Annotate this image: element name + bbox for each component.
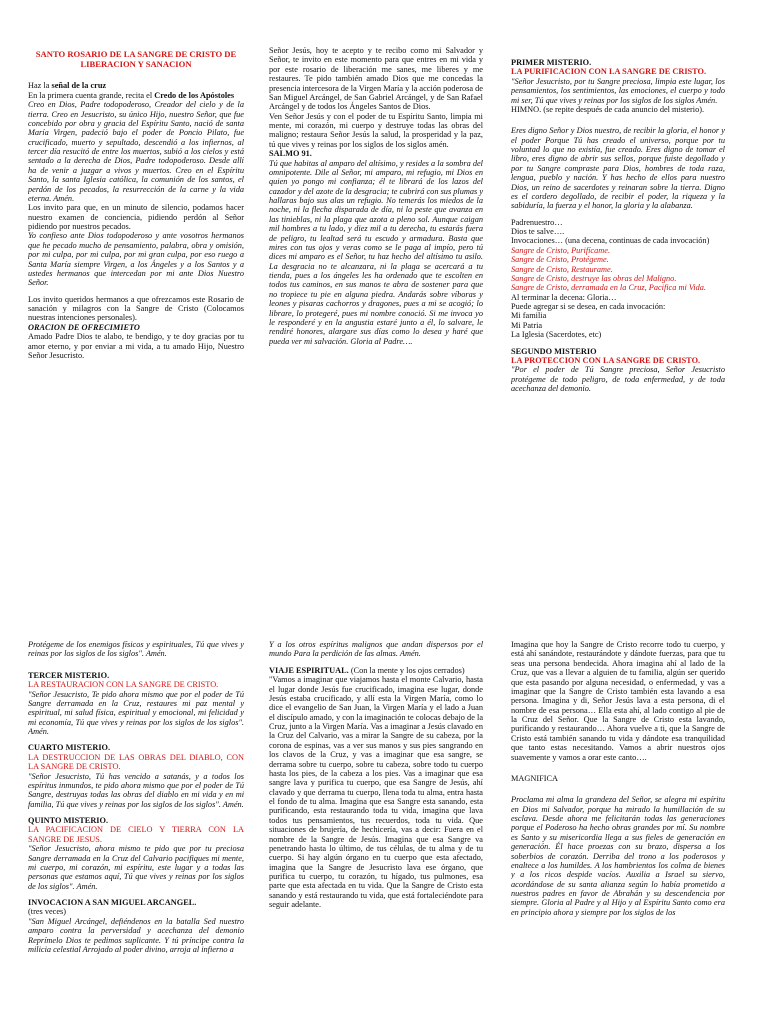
mystery2-heading: SEGUNDO MISTERIO <box>511 346 597 356</box>
invocacion-heading: INVOCACION A SAN MIGUEL ARCANGEL. <box>28 898 197 907</box>
mystery4-heading: CUARTO MISTERIO. <box>28 743 111 753</box>
mystery2-title: LA PROTECCION CON LA SANGRE DE CRISTO. <box>511 355 701 365</box>
prayer-para-1: Señor Jesús, hoy te acepto y te recibo como mi Salvador y Señor, te invito en este momento para que entres en mi vida y por este rosario de liberación me sanes, me liberes y me restaures. Te pido también amado Dios que me concedas la presencia intercesora de la Virgen María y la acción poderosa de San Miguel Arcángel, de San Gabriel Arcángel, y de San Rafael Arcángel y de todos los Ángeles Santos de Dios. <box>269 46 483 112</box>
magnifica-heading: MAGNIFICA <box>511 773 559 783</box>
magnifica-text: Proclama mi alma la grandeza del Señor, se alegra mi espíritu en Dios mi Salvador, porque ha mirado la humillación de su esclava. Desde ahora me felicitarán todas las generaciones porque el Poderoso ha hecho obras grandes por mí. Su nombre es Santo y su misericordia llega a sus fieles de generación en generación. Él hace proezas con su brazo, dispersa a los soberbios de corazón. Derriba del trono a los poderosos y enaltece a los humildes. A los hambrientos los colma de bienes y a los ricos despide vacíos. Auxilia a Israel su siervo, acordándose de su santa alianza según lo había prometido a nuestros padres en favor de Abrahán y su descendencia por siempre. Gloria al Padre y al Hijo y al Espíritu Santo como era en principio ahora y siempre por los siglos de los <box>511 795 725 917</box>
imagina-text: Imagina que hoy la Sangre de Cristo recorre todo tu cuerpo, y está ahí sanándote, restaurándote y dándote fuerzas, para que tu seas una persona bendecida. Ahora imagina ahí al lado de la Cruz, que vas a llevar a alguien de tu familia, algún ser querido que esta pasando por alguna necesidad, o enfermedad, y vas a imaginar que la Sangre de Cristo también esta lavando a esa persona. Imagina y di, Señor Jesús lava a esta persona, di el nombre de esa persona… Ella esta ahí, al lado contigo al pie de la Cruz del Señor. Que la Sangre de Cristo esta lavando, purificando y restaurando… Ahora vuelve a ti, que la Sangre de Cristo está también sanando tu vida y dándote esa tranquilidad que tanto estas necesitando. Vamos a abrir nuestros ojos suavemente y vamos a orar este canto…. <box>511 640 725 762</box>
invocacion-text: "San Miguel Arcángel, defiéndenos en la batalla Sed nuestro amparo contra la perversidad y acechanza del demonio Reprímelo Dios te pedimos suplicante. Y tú príncipe contra la milicia celestial Arrojado al poder divino, arroja al infierno a <box>28 916 244 954</box>
mystery3-title: LA RESTAURACION CON LA SANGRE DE CRISTO. <box>28 680 219 690</box>
mystery2-continuation: Protégeme de los enemigos físicos y espirituales, Tú que vives y reinas por los siglos de los siglos". Amén. <box>28 640 244 659</box>
mystery2-text: "Por el poder de Tú Sangre preciosa, Señor Jesucristo protégeme de todo peligro, de toda enfermedad, y de toda acechanza del demonio. <box>511 365 725 393</box>
mystery4-title: LA DESTRUCCION DE LAS OBRAS DEL DIABLO, CON LA SANGRE DE CRISTO. <box>28 752 244 772</box>
oracion-text: Amado Padre Dios te alabo, te bendigo, y te doy gracias por tu amor eterno, y por enviar a mi vida, a tu amado Hijo, Nuestro Señor Jesucristo. <box>28 332 244 360</box>
al-terminar: Al terminar la decena: Gloria… <box>511 292 617 302</box>
invocation-1: Sangre de Cristo, Purifícame. <box>511 245 611 255</box>
invocaciones: Invocaciones… (una decena, continuas de cada invocación) <box>511 236 710 246</box>
mystery1-title: LA PURIFICACION CON LA SANGRE DE CRISTO. <box>511 67 707 77</box>
viaje-text: "Vamos a imaginar que viajamos hasta el monte Calvario, hasta el lugar donde Jesús fue crucificado, imagina ese lugar, donde Jesús estaba crucificado, y allí esta la Virgen María, como lo dice el evangelio de San Juan, la Virgen María y el lado a Juan el discípulo amado, y con la imaginación te colocas debajo de la Cruz, junto a la Virgen María. Vas a imaginar a Jesús clavado en la Cruz del Calvario, vas a mirar la Sangre de su cabeza, por la corona de espinas, vas a ver sus manos y sus pies sangrando en los clavos de la Cruz, y vas a imaginar que esa sangre, se derrama sobre tu cuerpo, sobre tu cabeza, sobre todo tu cuerpo hasta los pies, de la cabeza a los pies. Vas a imaginar que esa sangre lava y purifica tu cuerpo, que esa Sangre de Jesús, ahí clavado y que derrama tu cuerpo, llena toda tu alma, entra hasta el fondo de tu alma. Imagina que esa Sangre esta sanando, esta purificando, esta restaurando toda tu vida, imagina que lava todos tus pensamientos, tus recuerdos, toda tu vida. Que situaciones de brujería, de hechicería, vas a decir: Fuera en el nombre de la Sangre de Jesús. Imagina que esa Sangre va penetrando hasta lo último, de tus células, de tu alma y de tu cuerpo. Si hay algún órgano en tu cuerpo que esta afectado, imagina que la Sangre de Jesucristo lava ese órgano, que purifica tu cuerpo, tu corazón, tu hígado, tus pulmones, esa parte que esta afectada en tu vida. Que la Sangre de Cristo esta sanando y está restaurando tu vida, que está fortaleciéndote para seguir adelante. <box>269 675 483 910</box>
dios-te-salve: Dios te salve…. <box>511 227 565 236</box>
invite2-text: Los invito queridos hermanos a que ofrezcamos este Rosario de sanación y milagros con la Sangre de Cristo (Colocamos nuestras intenciones personales). <box>28 294 244 323</box>
mystery4-text: "Señor Jesucristo, Tú has vencido a satanás, y a todos los espíritus inmundos, te pido ahora mismo que por el poder de Tú Sangre, destruyas todas las obras del diablo en mi vida y en mi familia, Tú que vives y reinas por los siglos de los siglos". Amén. <box>28 771 244 809</box>
extra-3: La Iglesia (Sacerdotes, etc) <box>511 330 602 340</box>
tres-veces: (tres veces) <box>28 907 67 917</box>
page1-column2 <box>269 46 483 516</box>
page2-column1 <box>28 640 244 1024</box>
extra-2: Mi Patria <box>511 320 543 330</box>
oracion-heading: ORACION DE OFRECIMIETO <box>28 322 140 332</box>
credo-text: Creo en Dios, Padre todopoderoso, Creador del cielo y de la tierra. Creo en Jesucristo, su único Hijo, nuestro Señor, que fue concebido por obra y gracia del Espíritu Santo, nació de santa María Virgen, padeció bajo el poder de Poncio Pilato, fue crucificado, muerto y sepultado, descendió a los infiernos, al tercer día resucitó de entre los muertos, subió a los cielos y está sentado a la derecha de Dios, Padre todopoderoso. Desde allí ha de venir a juzgar a vivos y muertos. Creo en el Espíritu Santo, la santa Iglesia católica, la comunión de los santos, el perdón de los pecados, la resurrección de la carne y la vida eterna. Amén. <box>28 100 244 203</box>
invocation-3: Sangre de Cristo, Restaurame. <box>511 264 613 274</box>
mystery3-text: "Señor Jesucristo, Te pido ahora mismo que por el poder de Tú Sangre derramada en la Cruz, restaures mi paz mental y espiritual, mi salud física, espiritual y emocional, mi felicidad y mi economía, Tú que vives y reinas por los siglos de los siglos". Amén. <box>28 689 244 736</box>
invocacion-continuation: Y a los otros espíritus malignos que andan dispersos por el mundo Para la perdición de las almas. Amén. <box>269 640 483 659</box>
mystery5-title: LA PACIFICACION DE CIELO Y TIERRA CON LA SANGRE DE JESUS. <box>28 825 244 844</box>
intro-line-1: Haz la señal de la cruz <box>28 81 107 91</box>
prayer-para-2: Ven Señor Jesús y con el poder de tu Espíritu Santo, limpia mi mente, mi corazón, mi cuerpo y destruye todas las obras del maligno; restaura Señor Jesús la salud, la prosperidad y la paz, tú que vives y reinas por los siglos de los siglos amén. <box>269 111 483 149</box>
rosary-title: SANTO ROSARIO DE LA SANGRE DE CRISTO DE LIBERACION Y SANACION <box>35 50 237 69</box>
himno-note: HIMNO. (se repite después de cada anuncio del misterio). <box>511 104 705 114</box>
page2-column3 <box>511 640 725 1024</box>
page1-column1 <box>28 50 244 515</box>
mystery5-text: "Señor Jesucristo, ahora mismo te pido que por tu preciosa Sangre derramada en la Cruz del Calvario pacifiques mi mente, mi cuerpo, mi corazón, mi espíritu, este lugar y a todas las personas que estamos aquí, Tú que vives y reinas por los siglos de los siglos". Amén. <box>28 844 244 891</box>
mystery1-heading: PRIMER MISTERIO. <box>511 58 592 67</box>
invocation-5: Sangre de Cristo, derramada en la Cruz, Pacifica mi Vida. <box>511 283 706 293</box>
mystery1-text: "Señor Jesucristo, por tu Sangre preciosa, limpia este lugar, los pensamientos, los sentimientos, las emociones, el cuerpo y todo mi ser, Tú que vives y reinas por los siglos de los siglos Amén. <box>511 76 725 105</box>
padrenuestro: Padrenuestro… <box>511 217 563 227</box>
mystery3-heading: TERCER MISTERIO. <box>28 670 110 680</box>
himno-text: Eres digno Señor y Dios nuestro, de recibir la gloria, el honor y el poder Porque Tú has creado el universo, porque por tu voluntad lo que no existía, fue creado. Eres digno de tomar el libro, eres digno de abrir sus sellos, porque fuiste degollado y por tu Sangre compraste para Dios, hombres de toda raza, lengua, pueblo y nación. Y has hecho de ellos para nuestro Dios, un reino de sacerdotes y reinaran sobre la tierra. Digno es el cordero degollado, de recibir el poder, la riqueza y la sabiduría, la fuerza y el honor, la gloria y la alabanza. <box>511 126 725 211</box>
salmo-text: Tú que habitas al amparo del altísimo, y resides a la sombra del omnipotente. Dile al Señor, mi amparo, mi refugio, mi Dios en quien yo pongo mi confianza; él te librará de los lazos del cazador y del azote de la desgracia; te cubrirá con sus plumas y hallaras bajo sus alas un refugio. No temerás los miedos de la noche, ni la flecha disparada de día, ni la peste que avanza en las tinieblas, ni la plaga que azota a pleno sol. Aunque caigan mil hombres a tu lado, y diez mil a tu derecha, tu estarás fuera de peligro, tu lealtad será tu escudo y armadura. Basta que mires con tus ojos y veras como se le paga al impío, pero tú dices mi amparo es el Señor, tu haz hecho del altísimo tu asilo. La desgracia no te alcanzara, ni la plaga se acercará a tu tienda, pues a los ángeles les ha ordenado que te escolten en todos tus caminos, en sus manos te abra de sostener para que no tropiece tu pie en alguna piedra. Andarás sobre víboras y leones y pisaras cachorros y dragones, pues a mi se acogió; lo librare, lo protegeré, pues mi nombre conoció. Si me invoca yo le responderé y en la angustia estaré junto a él, lo salvare, le rendiré honores, alargare sus días como lo desea y haré que pueda ver mi salvación. Gloria al Padre…. <box>269 158 483 346</box>
puede-agregar: Puede agregar si se desea, en cada invocación: <box>511 302 666 311</box>
viaje-heading-line: VIAJE ESPIRITUAL. (Con la mente y los ojos cerrados) <box>269 665 465 675</box>
page2-column2 <box>269 640 483 1024</box>
salmo-heading: SALMO 91. <box>269 149 312 159</box>
extra-1: Mi familia <box>511 311 547 321</box>
mystery5-heading: QUINTO MISTERIO. <box>28 816 109 825</box>
page1-column3 <box>511 58 725 520</box>
intro-line-2: En la primera cuenta grande, recita el Credo de los Apóstoles <box>28 90 235 100</box>
confiteor-text: Yo confieso ante Dios todopoderoso y ante vosotros hermanos que he pecado mucho de pensamiento, palabra, obra y omisión, por mi culpa, por mi culpa, por mi gran culpa, por eso ruego a Santa María siempre Virgen, a los Ángeles y a los Santos y a ustedes hermanos que intercedan por mi ante Dios Nuestro Señor. <box>28 231 244 288</box>
invocation-4: Sangre de Cristo, destruye las obras del Maligno. <box>511 273 677 283</box>
invite-text: Los invito para que, en un minuto de silencio, podamos hacer nuestro examen de conciencia, pidiendo perdón al Señor pidiendo por nuestros pecados. <box>28 203 244 232</box>
invocation-2: Sangre de Cristo, Protégeme. <box>511 255 609 265</box>
